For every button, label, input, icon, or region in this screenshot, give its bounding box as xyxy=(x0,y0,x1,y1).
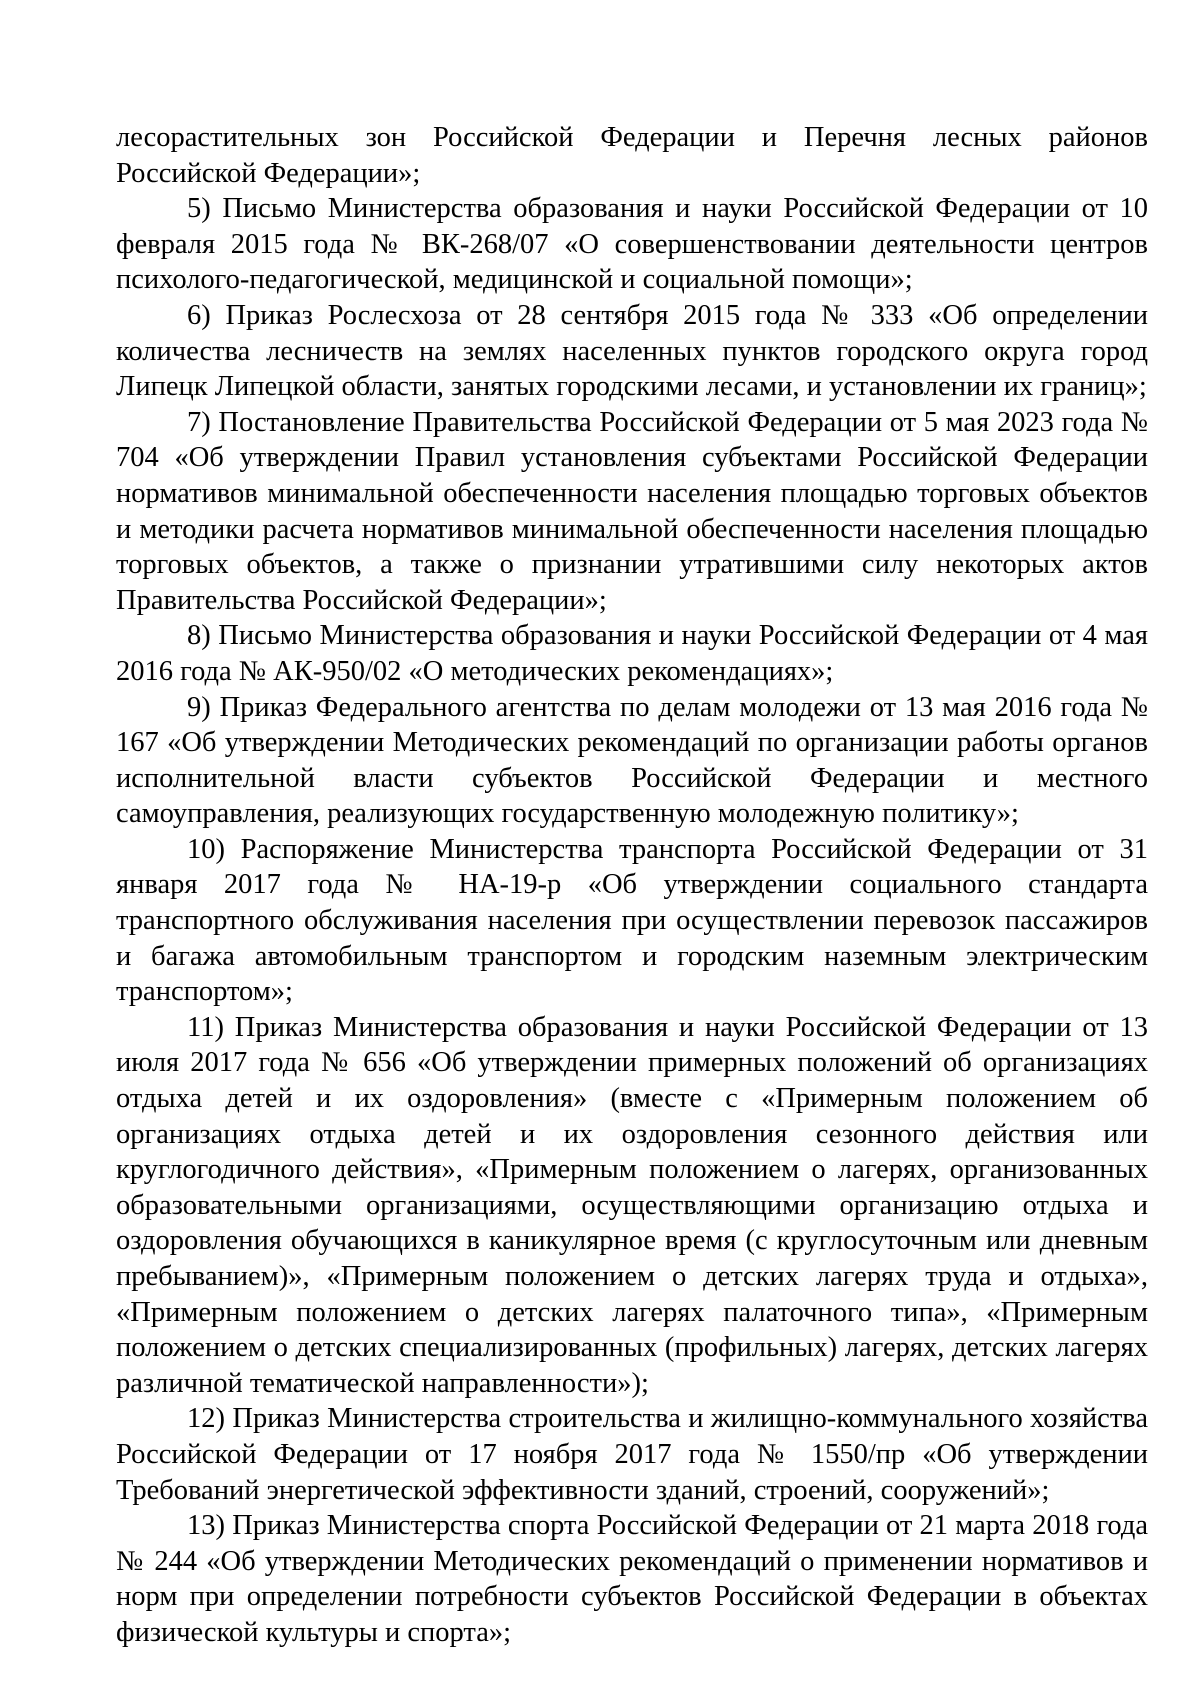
item-number: 7) xyxy=(187,406,211,438)
list-item-7 xyxy=(116,405,1148,619)
item-text: Распоряжение Министерства транспорта Российской Федерации от 31 января 2017 года № НА-19-р «Об утверждении социального стандарта транспортного обслуживания населения при осуществлении перевозок пассажиров и багажа автомобильным транспортом и городским наземным электрическим транспортом»; xyxy=(116,833,1148,1008)
item-number: 13) xyxy=(187,1510,225,1542)
list-item-11 xyxy=(116,1010,1148,1402)
list-item-13 xyxy=(116,1508,1148,1650)
list-item-12 xyxy=(116,1401,1148,1508)
item-text: Письмо Министерства образования и науки Российской Федерации от 4 мая 2016 года № АК-950/02 «О методических рекомендациях»; xyxy=(116,620,1148,687)
list-item-9 xyxy=(116,690,1148,832)
item-text: Приказ Рослесхоза от 28 сентября 2015 года № 333 «Об определении количества лесничеств на землях населенных пунктов городского округа город Липецк Липецкой области, занятых городскими лесами, и установлении их границ»; xyxy=(116,299,1148,403)
item-number: 9) xyxy=(187,691,211,723)
document-page xyxy=(116,120,1148,1651)
list-item-6 xyxy=(116,298,1148,405)
item-number: 5) xyxy=(187,193,211,225)
item-text: Приказ Федерального агентства по делам молодежи от 13 мая 2016 года № 167 «Об утверждении Методических рекомендаций по организации работы органов исполнительной власти субъектов Российской Федерации и местного самоуправления, реализующих государственную молодежную политику»; xyxy=(116,691,1149,830)
list-item-10 xyxy=(116,832,1148,1010)
list-item-8 xyxy=(116,618,1148,689)
item-number: 12) xyxy=(187,1403,225,1435)
list-item-5 xyxy=(116,191,1148,298)
item-text: Постановление Правительства Российской Федерации от 5 мая 2023 года № 704 «Об утверждении Правил установления субъектами Российской Федерации нормативов минимальной обеспеченности населения площадью торговых объектов и методики расчета нормативов минимальной обеспеченности населения площадью торговых объектов, а также о признании утратившими силу некоторых актов Правительства Российской Федерации»; xyxy=(116,406,1148,616)
item-text: Письмо Министерства образования и науки Российской Федерации от 10 февраля 2015 года № ВК-268/07 «О совершенствовании деятельности центров психолого-педагогической, медицинской и социальной помощи»; xyxy=(116,193,1148,296)
item-number: 8) xyxy=(187,620,211,652)
item-number: 10) xyxy=(187,833,225,865)
item-number: 6) xyxy=(187,299,211,331)
item-text: Приказ Министерства образования и науки Российской Федерации от 13 июля 2017 года № 656 «Об утверждении примерных положений об организациях отдыха детей и их оздоровления» (вместе с «Примерным положением об организациях отдыха детей и их оздоровления сезонного действия или круглогодичного действия», «Примерным положением о лагерях, организованных образовательными организациями, осуществляющими организацию отдыха и оздоровления обучающихся в каникулярное время (с круглосуточным или дневным пребыванием)», «Примерным положением о детских лагерях труда и отдыха», «Примерным положением о детских лагерях палаточного типа», «Примерным положением о детских специализированных (профильных) лагерях, детских лагерях различной тематической направленности»); xyxy=(116,1011,1148,1399)
item-number: 11) xyxy=(187,1011,224,1043)
continuation-paragraph: лесорастительных зон Российской Федерации и Перечня лесных районов Российской Федерации»; xyxy=(116,122,1148,189)
item-text: Приказ Министерства спорта Российской Федерации от 21 марта 2018 года № 244 «Об утверждении Методических рекомендаций о применении нормативов и норм при определении потребности субъектов Российской Федерации в объектах физической культуры и спорта»; xyxy=(116,1510,1149,1648)
item-text: Приказ Министерства строительства и жилищно-коммунального хозяйства Российской Федерации от 17 ноября 2017 года № 1550/пр «Об утверждении Требований энергетической эффективности зданий, строений, сооружений»; xyxy=(116,1403,1149,1506)
